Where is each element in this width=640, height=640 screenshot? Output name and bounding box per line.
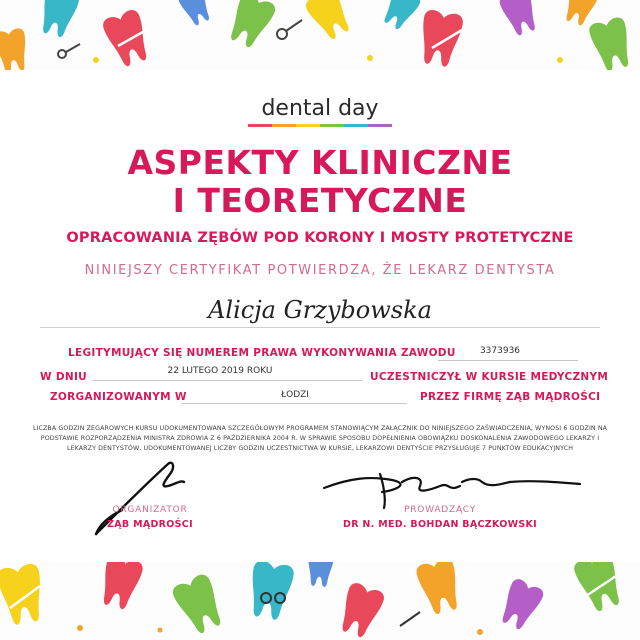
tooth-icon [0,27,31,70]
stripe-segment [272,124,296,127]
organizer-role: ORGANIZATOR [112,505,188,515]
confirmation-text: NINIEJSZY CERTYFIKAT POTWIERDZA, ŻE LEKARZ DENTYSTA [84,263,556,278]
fine-print: LICZBA GODZIN ZEGAROWYCH KURSU UDOKUMENTOWANA SZCZEGÓŁOWYM PROGRAMEM STANOWIĄCYM ZAŁĄCZNIK DO NINIEJSZEGO ZAŚWIADCZENIA, WYNOSI 6 GODZIN NA PODSTAWIE ROZPORZĄDZENIA MINISTRA ZDROWIA Z 6 PAŹDZIERNIKA 2004 R. W SPRAWIE SPOSOBU DOPEŁNIENIA OBOWIĄZKU DOSKONALENIA ZAWODOWEGO LEKARZY I LEKARZY DENTYSTÓW, UDOKUMENTOWANEJ LICZBY GODZIN UCZESTNICTWA W KURSIE, LEKARZOWI DENTYŚCIE PRZYSŁUGUJE 7 PUNKTÓW EDUKACYJNYCH [32,425,608,452]
instructor-signature [324,474,580,508]
instructor-role: PROWADZĄCY [403,505,477,515]
tooth-icon [177,0,215,28]
recipient-underline [40,327,600,328]
tooth-icon [335,581,386,640]
firm-label: PRZEZ FIRMĘ ZĄB MĄDROŚCI [420,391,601,403]
certificate-title-line2: I TEORETYCZNE [172,181,468,220]
participated-label: UCZESTNICZYŁ W KURSIE MEDYCZNYM [370,371,609,383]
tooth-icon [245,562,295,622]
stripe-segment [320,124,344,127]
sparkle-icon [93,55,563,63]
tooth-icon [96,562,144,612]
instructor-name: DR N. MED. BOHDAN BĄCZKOWSKI [343,519,537,530]
logo-text: dental day [261,96,379,121]
organized-label: ZORGANIZOWANYM W [50,391,187,403]
license-value: 3373936 [479,346,521,356]
dental-tool-icon [261,593,420,626]
tooth-icon [36,0,80,40]
date-label: W DNIU [40,371,87,383]
tooth-icon [498,0,541,38]
top-decorative-band [0,0,640,70]
certificate-title-line1: ASPEKTY KLINICZNE [127,143,513,182]
tooth-icon [170,572,228,637]
tooth-icon [223,0,277,51]
course-subtitle: OPRACOWANIA ZĘBÓW POD KORONY I MOSTY PROTETYCZNE [66,230,574,246]
license-underline [438,360,578,361]
date-underline [92,380,362,381]
tooth-pattern-bottom [0,562,640,640]
tooth-icon [379,0,423,33]
tooth-icon [416,9,464,69]
city-underline [182,403,407,404]
tooth-icon [101,8,154,70]
tooth-icon [306,562,334,587]
brand-logo [0,96,640,127]
toothbrush-icon [118,28,462,48]
sparkle-icon [77,625,483,635]
tooth-icon [415,562,465,617]
license-label: LEGITYMUJĄCY SIĘ NUMEREM PRAWA WYKONYWANIA ZAWODU [68,347,456,359]
stripe-segment [248,124,272,127]
tooth-icon [588,16,636,70]
tooth-icon [303,0,355,43]
bottom-decorative-band [0,562,640,640]
organizer-name: ZĄB MĄDROŚCI [107,519,193,530]
tooth-icon [0,562,47,626]
tooth-pattern-top [0,0,640,70]
stripe-segment [344,124,368,127]
recipient-name: Alicja Grzybowska [208,296,432,324]
stripe-segment [296,124,320,127]
logo-color-stripe [0,124,640,127]
tooth-icon [496,577,546,633]
stripe-segment [368,124,392,127]
date-value: 22 LUTEGO 2019 ROKU [167,366,273,376]
city-value: ŁODZI [281,390,309,400]
